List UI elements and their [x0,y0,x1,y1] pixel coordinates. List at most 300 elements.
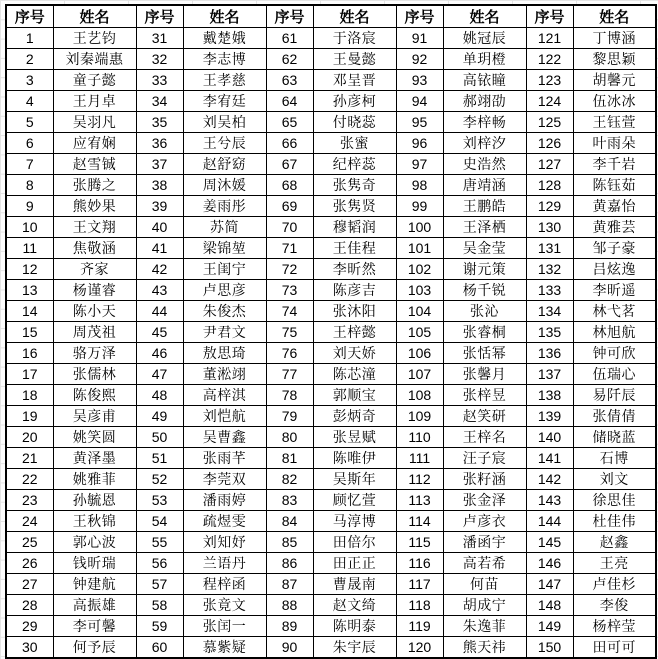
name-cell[interactable]: 王钰萱 [573,112,656,133]
seq-cell[interactable]: 27 [6,574,53,595]
seq-cell[interactable]: 59 [136,616,183,637]
name-cell[interactable]: 田可可 [573,637,656,659]
seq-cell[interactable]: 114 [396,511,443,532]
seq-cell[interactable]: 65 [266,112,313,133]
seq-cell[interactable]: 35 [136,112,183,133]
seq-cell[interactable]: 85 [266,532,313,553]
seq-cell[interactable]: 146 [526,553,573,574]
name-cell[interactable]: 纪梓蕊 [313,154,396,175]
seq-cell[interactable]: 78 [266,385,313,406]
name-cell[interactable]: 程梓函 [183,574,266,595]
seq-cell[interactable]: 139 [526,406,573,427]
seq-cell[interactable]: 108 [396,385,443,406]
name-cell[interactable]: 石博 [573,448,656,469]
name-cell[interactable]: 刘秦端惠 [53,49,136,70]
name-cell[interactable]: 兰语丹 [183,553,266,574]
name-cell[interactable]: 张隽贤 [313,196,396,217]
seq-cell[interactable]: 60 [136,637,183,659]
name-cell[interactable]: 董淞翊 [183,364,266,385]
seq-cell[interactable]: 119 [396,616,443,637]
seq-header-cell[interactable]: 序号 [136,5,183,28]
seq-cell[interactable]: 147 [526,574,573,595]
seq-cell[interactable]: 7 [6,154,53,175]
seq-cell[interactable]: 6 [6,133,53,154]
seq-cell[interactable]: 13 [6,280,53,301]
name-cell[interactable]: 王闺宁 [183,259,266,280]
name-cell[interactable]: 付晓蕊 [313,112,396,133]
name-cell[interactable]: 周沐媛 [183,175,266,196]
name-cell[interactable]: 王孝慈 [183,70,266,91]
name-cell[interactable]: 曹晟南 [313,574,396,595]
seq-cell[interactable]: 98 [396,175,443,196]
seq-cell[interactable]: 136 [526,343,573,364]
name-cell[interactable]: 刘吴柏 [183,112,266,133]
name-cell[interactable]: 李志博 [183,49,266,70]
name-cell[interactable]: 陈明泰 [313,616,396,637]
seq-cell[interactable]: 132 [526,259,573,280]
name-cell[interactable]: 张昱赋 [313,427,396,448]
seq-cell[interactable]: 42 [136,259,183,280]
seq-cell[interactable]: 52 [136,469,183,490]
seq-cell[interactable]: 37 [136,154,183,175]
name-cell[interactable]: 杜佳伟 [573,511,656,532]
name-cell[interactable]: 张沐阳 [313,301,396,322]
name-cell[interactable]: 姚冠辰 [443,28,526,49]
name-cell[interactable]: 孙彦柯 [313,91,396,112]
seq-cell[interactable]: 89 [266,616,313,637]
seq-cell[interactable]: 134 [526,301,573,322]
seq-cell[interactable]: 88 [266,595,313,616]
seq-cell[interactable]: 67 [266,154,313,175]
seq-cell[interactable]: 105 [396,322,443,343]
seq-cell[interactable]: 149 [526,616,573,637]
name-cell[interactable]: 苏简 [183,217,266,238]
name-cell[interactable]: 刘天娇 [313,343,396,364]
name-cell[interactable]: 李可馨 [53,616,136,637]
seq-cell[interactable]: 76 [266,343,313,364]
name-cell[interactable]: 易阡辰 [573,385,656,406]
seq-cell[interactable]: 70 [266,217,313,238]
seq-cell[interactable]: 123 [526,70,573,91]
name-cell[interactable]: 吴金莹 [443,238,526,259]
name-cell[interactable]: 伍瑞心 [573,364,656,385]
seq-cell[interactable]: 137 [526,364,573,385]
seq-header-cell[interactable]: 序号 [266,5,313,28]
seq-cell[interactable]: 141 [526,448,573,469]
name-cell[interactable]: 徐思佳 [573,490,656,511]
name-cell[interactable]: 何予辰 [53,637,136,659]
name-cell[interactable]: 赵雪铖 [53,154,136,175]
seq-cell[interactable]: 131 [526,238,573,259]
seq-cell[interactable]: 124 [526,91,573,112]
name-cell[interactable]: 王鹏皓 [443,196,526,217]
seq-cell[interactable]: 93 [396,70,443,91]
name-cell[interactable]: 杨谨睿 [53,280,136,301]
seq-cell[interactable]: 103 [396,280,443,301]
name-cell[interactable]: 吴斯年 [313,469,396,490]
name-cell[interactable]: 何苗 [443,574,526,595]
name-cell[interactable]: 陈唯伊 [313,448,396,469]
seq-cell[interactable]: 56 [136,553,183,574]
name-cell[interactable]: 卢佳杉 [573,574,656,595]
name-cell[interactable]: 王曼懿 [313,49,396,70]
seq-cell[interactable]: 66 [266,133,313,154]
name-cell[interactable]: 张馨月 [443,364,526,385]
seq-cell[interactable]: 39 [136,196,183,217]
name-cell[interactable]: 熊妙果 [53,196,136,217]
name-cell[interactable]: 朱逸菲 [443,616,526,637]
name-cell[interactable]: 刘知妤 [183,532,266,553]
name-cell[interactable]: 吴曹鑫 [183,427,266,448]
name-cell[interactable]: 郭顺宝 [313,385,396,406]
seq-cell[interactable]: 73 [266,280,313,301]
seq-cell[interactable]: 54 [136,511,183,532]
seq-cell[interactable]: 102 [396,259,443,280]
seq-cell[interactable]: 46 [136,343,183,364]
seq-cell[interactable]: 62 [266,49,313,70]
name-cell[interactable]: 唐靖涵 [443,175,526,196]
seq-cell[interactable]: 100 [396,217,443,238]
name-cell[interactable]: 单玥橙 [443,49,526,70]
name-cell[interactable]: 赵文绮 [313,595,396,616]
name-cell[interactable]: 田倍尔 [313,532,396,553]
name-cell[interactable]: 张儒林 [53,364,136,385]
seq-cell[interactable]: 122 [526,49,573,70]
name-cell[interactable]: 刘梓汐 [443,133,526,154]
seq-cell[interactable]: 74 [266,301,313,322]
name-cell[interactable]: 李千岩 [573,154,656,175]
seq-cell[interactable]: 58 [136,595,183,616]
seq-cell[interactable]: 30 [6,637,53,659]
name-cell[interactable]: 姜雨彤 [183,196,266,217]
seq-cell[interactable]: 38 [136,175,183,196]
seq-cell[interactable]: 12 [6,259,53,280]
seq-cell[interactable]: 133 [526,280,573,301]
seq-cell[interactable]: 86 [266,553,313,574]
name-cell[interactable]: 张倩倩 [573,406,656,427]
seq-cell[interactable]: 3 [6,70,53,91]
name-cell[interactable]: 林弋茗 [573,301,656,322]
name-cell[interactable]: 赵鑫 [573,532,656,553]
name-cell[interactable]: 李宥廷 [183,91,266,112]
seq-header-cell[interactable]: 序号 [526,5,573,28]
seq-header-cell[interactable]: 序号 [396,5,443,28]
name-cell[interactable]: 张竟文 [183,595,266,616]
name-cell[interactable]: 陈小天 [53,301,136,322]
name-cell[interactable]: 黄泽墨 [53,448,136,469]
name-cell[interactable]: 朱俊杰 [183,301,266,322]
name-cell[interactable]: 敖思琦 [183,343,266,364]
seq-cell[interactable]: 120 [396,637,443,659]
seq-cell[interactable]: 31 [136,28,183,49]
seq-cell[interactable]: 2 [6,49,53,70]
seq-cell[interactable]: 24 [6,511,53,532]
seq-cell[interactable]: 148 [526,595,573,616]
name-cell[interactable]: 张隽奇 [313,175,396,196]
name-cell[interactable]: 张睿桐 [443,322,526,343]
name-cell[interactable]: 钟可欣 [573,343,656,364]
seq-cell[interactable]: 116 [396,553,443,574]
name-cell[interactable]: 高振雄 [53,595,136,616]
name-cell[interactable]: 李昕遥 [573,280,656,301]
seq-cell[interactable]: 49 [136,406,183,427]
seq-cell[interactable]: 113 [396,490,443,511]
seq-cell[interactable]: 40 [136,217,183,238]
name-cell[interactable]: 疏煜雯 [183,511,266,532]
seq-cell[interactable]: 68 [266,175,313,196]
seq-cell[interactable]: 34 [136,91,183,112]
seq-cell[interactable]: 112 [396,469,443,490]
name-cell[interactable]: 张金泽 [443,490,526,511]
seq-cell[interactable]: 55 [136,532,183,553]
seq-cell[interactable]: 121 [526,28,573,49]
name-cell[interactable]: 杨千锐 [443,280,526,301]
seq-cell[interactable]: 142 [526,469,573,490]
name-cell[interactable]: 胡馨元 [573,70,656,91]
name-cell[interactable]: 孙毓恩 [53,490,136,511]
name-cell[interactable]: 吴羽凡 [53,112,136,133]
seq-cell[interactable]: 115 [396,532,443,553]
name-cell[interactable]: 王艺钧 [53,28,136,49]
seq-cell[interactable]: 130 [526,217,573,238]
name-cell[interactable]: 穆韬润 [313,217,396,238]
name-cell[interactable]: 尹君文 [183,322,266,343]
seq-cell[interactable]: 1 [6,28,53,49]
seq-cell[interactable]: 109 [396,406,443,427]
name-cell[interactable]: 邓呈晋 [313,70,396,91]
seq-cell[interactable]: 117 [396,574,443,595]
seq-cell[interactable]: 43 [136,280,183,301]
name-cell[interactable]: 张沁 [443,301,526,322]
seq-cell[interactable]: 5 [6,112,53,133]
seq-cell[interactable]: 138 [526,385,573,406]
seq-cell[interactable]: 140 [526,427,573,448]
seq-header-cell[interactable]: 序号 [6,5,53,28]
name-cell[interactable]: 王梓懿 [313,322,396,343]
name-cell[interactable]: 卢彦衣 [443,511,526,532]
seq-cell[interactable]: 128 [526,175,573,196]
seq-cell[interactable]: 47 [136,364,183,385]
name-cell[interactable]: 钱昕瑞 [53,553,136,574]
name-cell[interactable]: 张籽涵 [443,469,526,490]
name-cell[interactable]: 伍冰冰 [573,91,656,112]
name-cell[interactable]: 郭心波 [53,532,136,553]
name-cell[interactable]: 黎思颖 [573,49,656,70]
seq-cell[interactable]: 101 [396,238,443,259]
name-cell[interactable]: 王兮辰 [183,133,266,154]
name-cell[interactable]: 刘文 [573,469,656,490]
seq-cell[interactable]: 90 [266,637,313,659]
seq-cell[interactable]: 126 [526,133,573,154]
name-cell[interactable]: 李俊 [573,595,656,616]
name-cell[interactable]: 熊天祎 [443,637,526,659]
name-cell[interactable]: 应宥娴 [53,133,136,154]
seq-cell[interactable]: 107 [396,364,443,385]
name-cell[interactable]: 顾忆萱 [313,490,396,511]
name-cell[interactable]: 郝翊劭 [443,91,526,112]
name-cell[interactable]: 李莞双 [183,469,266,490]
seq-cell[interactable]: 127 [526,154,573,175]
name-cell[interactable]: 梁锦堃 [183,238,266,259]
name-cell[interactable]: 李昕然 [313,259,396,280]
seq-cell[interactable]: 45 [136,322,183,343]
name-header-cell[interactable]: 姓名 [443,5,526,28]
seq-cell[interactable]: 99 [396,196,443,217]
seq-cell[interactable]: 144 [526,511,573,532]
seq-cell[interactable]: 106 [396,343,443,364]
seq-cell[interactable]: 110 [396,427,443,448]
name-cell[interactable]: 张恬幂 [443,343,526,364]
name-cell[interactable]: 吕炫逸 [573,259,656,280]
seq-cell[interactable]: 4 [6,91,53,112]
name-cell[interactable]: 杨梓莹 [573,616,656,637]
name-cell[interactable]: 朱宇辰 [313,637,396,659]
seq-cell[interactable]: 28 [6,595,53,616]
name-cell[interactable]: 王泽栖 [443,217,526,238]
seq-cell[interactable]: 95 [396,112,443,133]
name-header-cell[interactable]: 姓名 [313,5,396,28]
seq-cell[interactable]: 75 [266,322,313,343]
seq-cell[interactable]: 77 [266,364,313,385]
seq-cell[interactable]: 83 [266,490,313,511]
seq-cell[interactable]: 145 [526,532,573,553]
name-cell[interactable]: 黄嘉怡 [573,196,656,217]
name-cell[interactable]: 张蜜 [313,133,396,154]
seq-cell[interactable]: 9 [6,196,53,217]
seq-cell[interactable]: 72 [266,259,313,280]
name-cell[interactable]: 田正正 [313,553,396,574]
name-cell[interactable]: 马淳博 [313,511,396,532]
seq-cell[interactable]: 143 [526,490,573,511]
name-cell[interactable]: 骆万泽 [53,343,136,364]
seq-cell[interactable]: 53 [136,490,183,511]
name-cell[interactable]: 周茂祖 [53,322,136,343]
name-cell[interactable]: 王亮 [573,553,656,574]
seq-cell[interactable]: 48 [136,385,183,406]
name-cell[interactable]: 王秋锦 [53,511,136,532]
seq-cell[interactable]: 111 [396,448,443,469]
name-cell[interactable]: 邹子豪 [573,238,656,259]
name-cell[interactable]: 丁博涵 [573,28,656,49]
seq-cell[interactable]: 135 [526,322,573,343]
seq-cell[interactable]: 21 [6,448,53,469]
name-cell[interactable]: 赵笑研 [443,406,526,427]
name-cell[interactable]: 陈钰茹 [573,175,656,196]
name-cell[interactable]: 戴楚娥 [183,28,266,49]
seq-cell[interactable]: 82 [266,469,313,490]
name-cell[interactable]: 王佳程 [313,238,396,259]
name-cell[interactable]: 高铱瞳 [443,70,526,91]
seq-cell[interactable]: 80 [266,427,313,448]
name-cell[interactable]: 谢元策 [443,259,526,280]
name-cell[interactable]: 童子懿 [53,70,136,91]
seq-cell[interactable]: 63 [266,70,313,91]
seq-cell[interactable]: 36 [136,133,183,154]
name-cell[interactable]: 叶雨朵 [573,133,656,154]
name-cell[interactable]: 李梓畅 [443,112,526,133]
seq-cell[interactable]: 129 [526,196,573,217]
seq-cell[interactable]: 15 [6,322,53,343]
name-cell[interactable]: 彭炳奇 [313,406,396,427]
name-cell[interactable]: 刘恺航 [183,406,266,427]
seq-cell[interactable]: 97 [396,154,443,175]
name-cell[interactable]: 王梓名 [443,427,526,448]
seq-cell[interactable]: 44 [136,301,183,322]
seq-cell[interactable]: 104 [396,301,443,322]
name-cell[interactable]: 陈彦吉 [313,280,396,301]
name-cell[interactable]: 胡成宁 [443,595,526,616]
seq-cell[interactable]: 25 [6,532,53,553]
seq-cell[interactable]: 16 [6,343,53,364]
seq-cell[interactable]: 29 [6,616,53,637]
name-cell[interactable]: 高若希 [443,553,526,574]
name-cell[interactable]: 张腾之 [53,175,136,196]
name-cell[interactable]: 赵舒窈 [183,154,266,175]
seq-cell[interactable]: 33 [136,70,183,91]
seq-cell[interactable]: 26 [6,553,53,574]
seq-cell[interactable]: 18 [6,385,53,406]
seq-cell[interactable]: 61 [266,28,313,49]
seq-cell[interactable]: 64 [266,91,313,112]
seq-cell[interactable]: 69 [266,196,313,217]
name-cell[interactable]: 姚笑圆 [53,427,136,448]
name-cell[interactable]: 陈俊熙 [53,385,136,406]
name-cell[interactable]: 陈芯潼 [313,364,396,385]
name-cell[interactable]: 潘雨婷 [183,490,266,511]
name-cell[interactable]: 钟建航 [53,574,136,595]
name-cell[interactable]: 储晓蓝 [573,427,656,448]
name-header-cell[interactable]: 姓名 [573,5,656,28]
seq-cell[interactable]: 96 [396,133,443,154]
seq-cell[interactable]: 8 [6,175,53,196]
seq-cell[interactable]: 11 [6,238,53,259]
name-header-cell[interactable]: 姓名 [53,5,136,28]
name-cell[interactable]: 王文翔 [53,217,136,238]
seq-cell[interactable]: 71 [266,238,313,259]
seq-cell[interactable]: 87 [266,574,313,595]
seq-cell[interactable]: 20 [6,427,53,448]
seq-cell[interactable]: 92 [396,49,443,70]
name-cell[interactable]: 高梓淇 [183,385,266,406]
seq-cell[interactable]: 57 [136,574,183,595]
name-cell[interactable]: 汪子宸 [443,448,526,469]
name-cell[interactable]: 慕紫疑 [183,637,266,659]
name-cell[interactable]: 焦敬涵 [53,238,136,259]
seq-cell[interactable]: 94 [396,91,443,112]
name-cell[interactable]: 齐家 [53,259,136,280]
seq-cell[interactable]: 10 [6,217,53,238]
seq-cell[interactable]: 14 [6,301,53,322]
seq-cell[interactable]: 91 [396,28,443,49]
seq-cell[interactable]: 41 [136,238,183,259]
name-cell[interactable]: 林旭航 [573,322,656,343]
seq-cell[interactable]: 23 [6,490,53,511]
seq-cell[interactable]: 84 [266,511,313,532]
name-cell[interactable]: 卢思彦 [183,280,266,301]
seq-cell[interactable]: 150 [526,637,573,659]
seq-cell[interactable]: 22 [6,469,53,490]
name-cell[interactable]: 于洛宸 [313,28,396,49]
seq-cell[interactable]: 79 [266,406,313,427]
name-cell[interactable]: 黄雅芸 [573,217,656,238]
name-cell[interactable]: 王月卓 [53,91,136,112]
name-cell[interactable]: 潘函宇 [443,532,526,553]
name-cell[interactable]: 张雨芊 [183,448,266,469]
seq-cell[interactable]: 81 [266,448,313,469]
name-cell[interactable]: 史浩然 [443,154,526,175]
seq-cell[interactable]: 32 [136,49,183,70]
name-cell[interactable]: 张闰一 [183,616,266,637]
